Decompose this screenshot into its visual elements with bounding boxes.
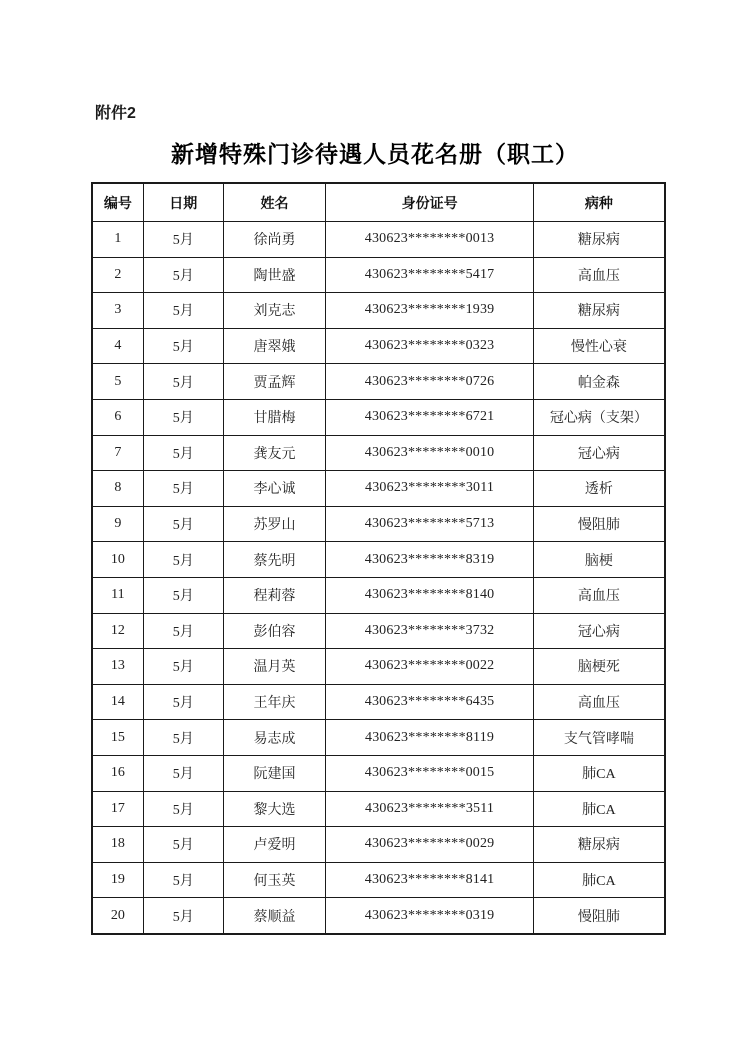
table-cell: 430623********3511: [326, 791, 533, 827]
table-cell: 5月: [143, 684, 223, 720]
table-cell: 蔡顺益: [223, 898, 326, 934]
table-row: [92, 542, 665, 578]
table-cell: 糖尿病: [533, 827, 665, 863]
table-header: [92, 183, 665, 222]
header-row: [92, 183, 665, 222]
table-cell: 15: [92, 720, 143, 756]
table-cell: 高血压: [533, 257, 665, 293]
table-cell: 高血压: [533, 577, 665, 613]
table-cell: 9: [92, 506, 143, 542]
table-cell: 3: [92, 293, 143, 329]
table-row: [92, 435, 665, 471]
table-cell: 唐翠娥: [223, 328, 326, 364]
table-row: [92, 862, 665, 898]
page-title: 新增特殊门诊待遇人员花名册（职工）: [171, 142, 579, 167]
table-cell: 430623********0022: [326, 649, 533, 685]
table-cell: 苏罗山: [223, 506, 326, 542]
table-cell: 慢性心衰: [533, 328, 665, 364]
table-cell: 430623********0015: [326, 755, 533, 791]
table-cell: 430623********0010: [326, 435, 533, 471]
table-row: [92, 827, 665, 863]
table-cell: 易志成: [223, 720, 326, 756]
table-cell: 5月: [143, 471, 223, 507]
table-cell: 5月: [143, 827, 223, 863]
column-header-no: 编号: [92, 183, 143, 222]
table-cell: 430623********5417: [326, 257, 533, 293]
table-cell: 4: [92, 328, 143, 364]
table-cell: 支气管哮喘: [533, 720, 665, 756]
table-cell: 430623********3011: [326, 471, 533, 507]
table-row: [92, 577, 665, 613]
attachment-label: 附件2: [95, 105, 136, 122]
table-cell: 430623********8119: [326, 720, 533, 756]
table-cell: 冠心病: [533, 435, 665, 471]
table-cell: 脑梗: [533, 542, 665, 578]
table-cell: 430623********8141: [326, 862, 533, 898]
table-cell: 5月: [143, 649, 223, 685]
table-cell: 5月: [143, 613, 223, 649]
table-cell: 430623********0319: [326, 898, 533, 934]
table-cell: 18: [92, 827, 143, 863]
table-row: [92, 222, 665, 258]
table-row: [92, 720, 665, 756]
table-cell: 5月: [143, 435, 223, 471]
table-cell: 5月: [143, 862, 223, 898]
table-cell: 430623********5713: [326, 506, 533, 542]
table-row: [92, 684, 665, 720]
table-cell: 温月英: [223, 649, 326, 685]
table-cell: 冠心病: [533, 613, 665, 649]
table-cell: 5月: [143, 257, 223, 293]
table-cell: 13: [92, 649, 143, 685]
table-cell: 430623********1939: [326, 293, 533, 329]
table-cell: 430623********8319: [326, 542, 533, 578]
column-header-disease: 病种: [533, 183, 665, 222]
table-cell: 10: [92, 542, 143, 578]
table-cell: 5月: [143, 720, 223, 756]
table-body: [92, 222, 665, 934]
table-row: [92, 755, 665, 791]
table-cell: 蔡先明: [223, 542, 326, 578]
table-cell: 何玉英: [223, 862, 326, 898]
table-cell: 肺CA: [533, 755, 665, 791]
table-cell: 刘克志: [223, 293, 326, 329]
table-cell: 430623********8140: [326, 577, 533, 613]
table-cell: 糖尿病: [533, 222, 665, 258]
table-cell: 5: [92, 364, 143, 400]
table-cell: 5月: [143, 364, 223, 400]
table-cell: 慢阻肺: [533, 506, 665, 542]
table-row: [92, 364, 665, 400]
column-header-name: 姓名: [223, 183, 326, 222]
table-row: [92, 471, 665, 507]
table-cell: 11: [92, 577, 143, 613]
table-cell: 430623********6721: [326, 399, 533, 435]
table-cell: 5月: [143, 222, 223, 258]
table-row: [92, 506, 665, 542]
table-cell: 李心诚: [223, 471, 326, 507]
table-cell: 5月: [143, 542, 223, 578]
table-cell: 透析: [533, 471, 665, 507]
table-cell: 430623********6435: [326, 684, 533, 720]
table-cell: 5月: [143, 328, 223, 364]
table-cell: 冠心病（支架）: [533, 399, 665, 435]
table-cell: 阮建国: [223, 755, 326, 791]
table-cell: 陶世盛: [223, 257, 326, 293]
table-cell: 脑梗死: [533, 649, 665, 685]
table-cell: 1: [92, 222, 143, 258]
table-cell: 430623********0029: [326, 827, 533, 863]
table-cell: 5月: [143, 506, 223, 542]
table-cell: 17: [92, 791, 143, 827]
column-header-date: 日期: [143, 183, 223, 222]
table-cell: 5月: [143, 791, 223, 827]
table-cell: 430623********3732: [326, 613, 533, 649]
table-cell: 7: [92, 435, 143, 471]
table-cell: 高血压: [533, 684, 665, 720]
table-cell: 5月: [143, 399, 223, 435]
table-cell: 5月: [143, 755, 223, 791]
table-cell: 430623********0013: [326, 222, 533, 258]
table-cell: 430623********0323: [326, 328, 533, 364]
table-row: [92, 399, 665, 435]
table-cell: 黎大选: [223, 791, 326, 827]
table-row: [92, 328, 665, 364]
table-cell: 程莉蓉: [223, 577, 326, 613]
table-cell: 5月: [143, 577, 223, 613]
table-row: [92, 293, 665, 329]
table-cell: 12: [92, 613, 143, 649]
roster-table: [91, 182, 666, 935]
table-row: [92, 649, 665, 685]
column-header-id: 身份证号: [326, 183, 533, 222]
table-cell: 16: [92, 755, 143, 791]
table-cell: 彭伯容: [223, 613, 326, 649]
table-row: [92, 898, 665, 934]
table-cell: 徐尚勇: [223, 222, 326, 258]
table-cell: 糖尿病: [533, 293, 665, 329]
table-cell: 卢爱明: [223, 827, 326, 863]
table-cell: 430623********0726: [326, 364, 533, 400]
table-cell: 肺CA: [533, 862, 665, 898]
table-cell: 龚友元: [223, 435, 326, 471]
table-row: [92, 257, 665, 293]
table-cell: 8: [92, 471, 143, 507]
table-cell: 5月: [143, 898, 223, 934]
table-cell: 19: [92, 862, 143, 898]
table-cell: 王年庆: [223, 684, 326, 720]
table-cell: 14: [92, 684, 143, 720]
table-cell: 2: [92, 257, 143, 293]
table-cell: 慢阻肺: [533, 898, 665, 934]
table-cell: 帕金森: [533, 364, 665, 400]
table-cell: 贾孟辉: [223, 364, 326, 400]
table-cell: 5月: [143, 293, 223, 329]
table-cell: 甘腊梅: [223, 399, 326, 435]
table-row: [92, 791, 665, 827]
table-cell: 20: [92, 898, 143, 934]
table-row: [92, 613, 665, 649]
table-cell: 6: [92, 399, 143, 435]
table-cell: 肺CA: [533, 791, 665, 827]
